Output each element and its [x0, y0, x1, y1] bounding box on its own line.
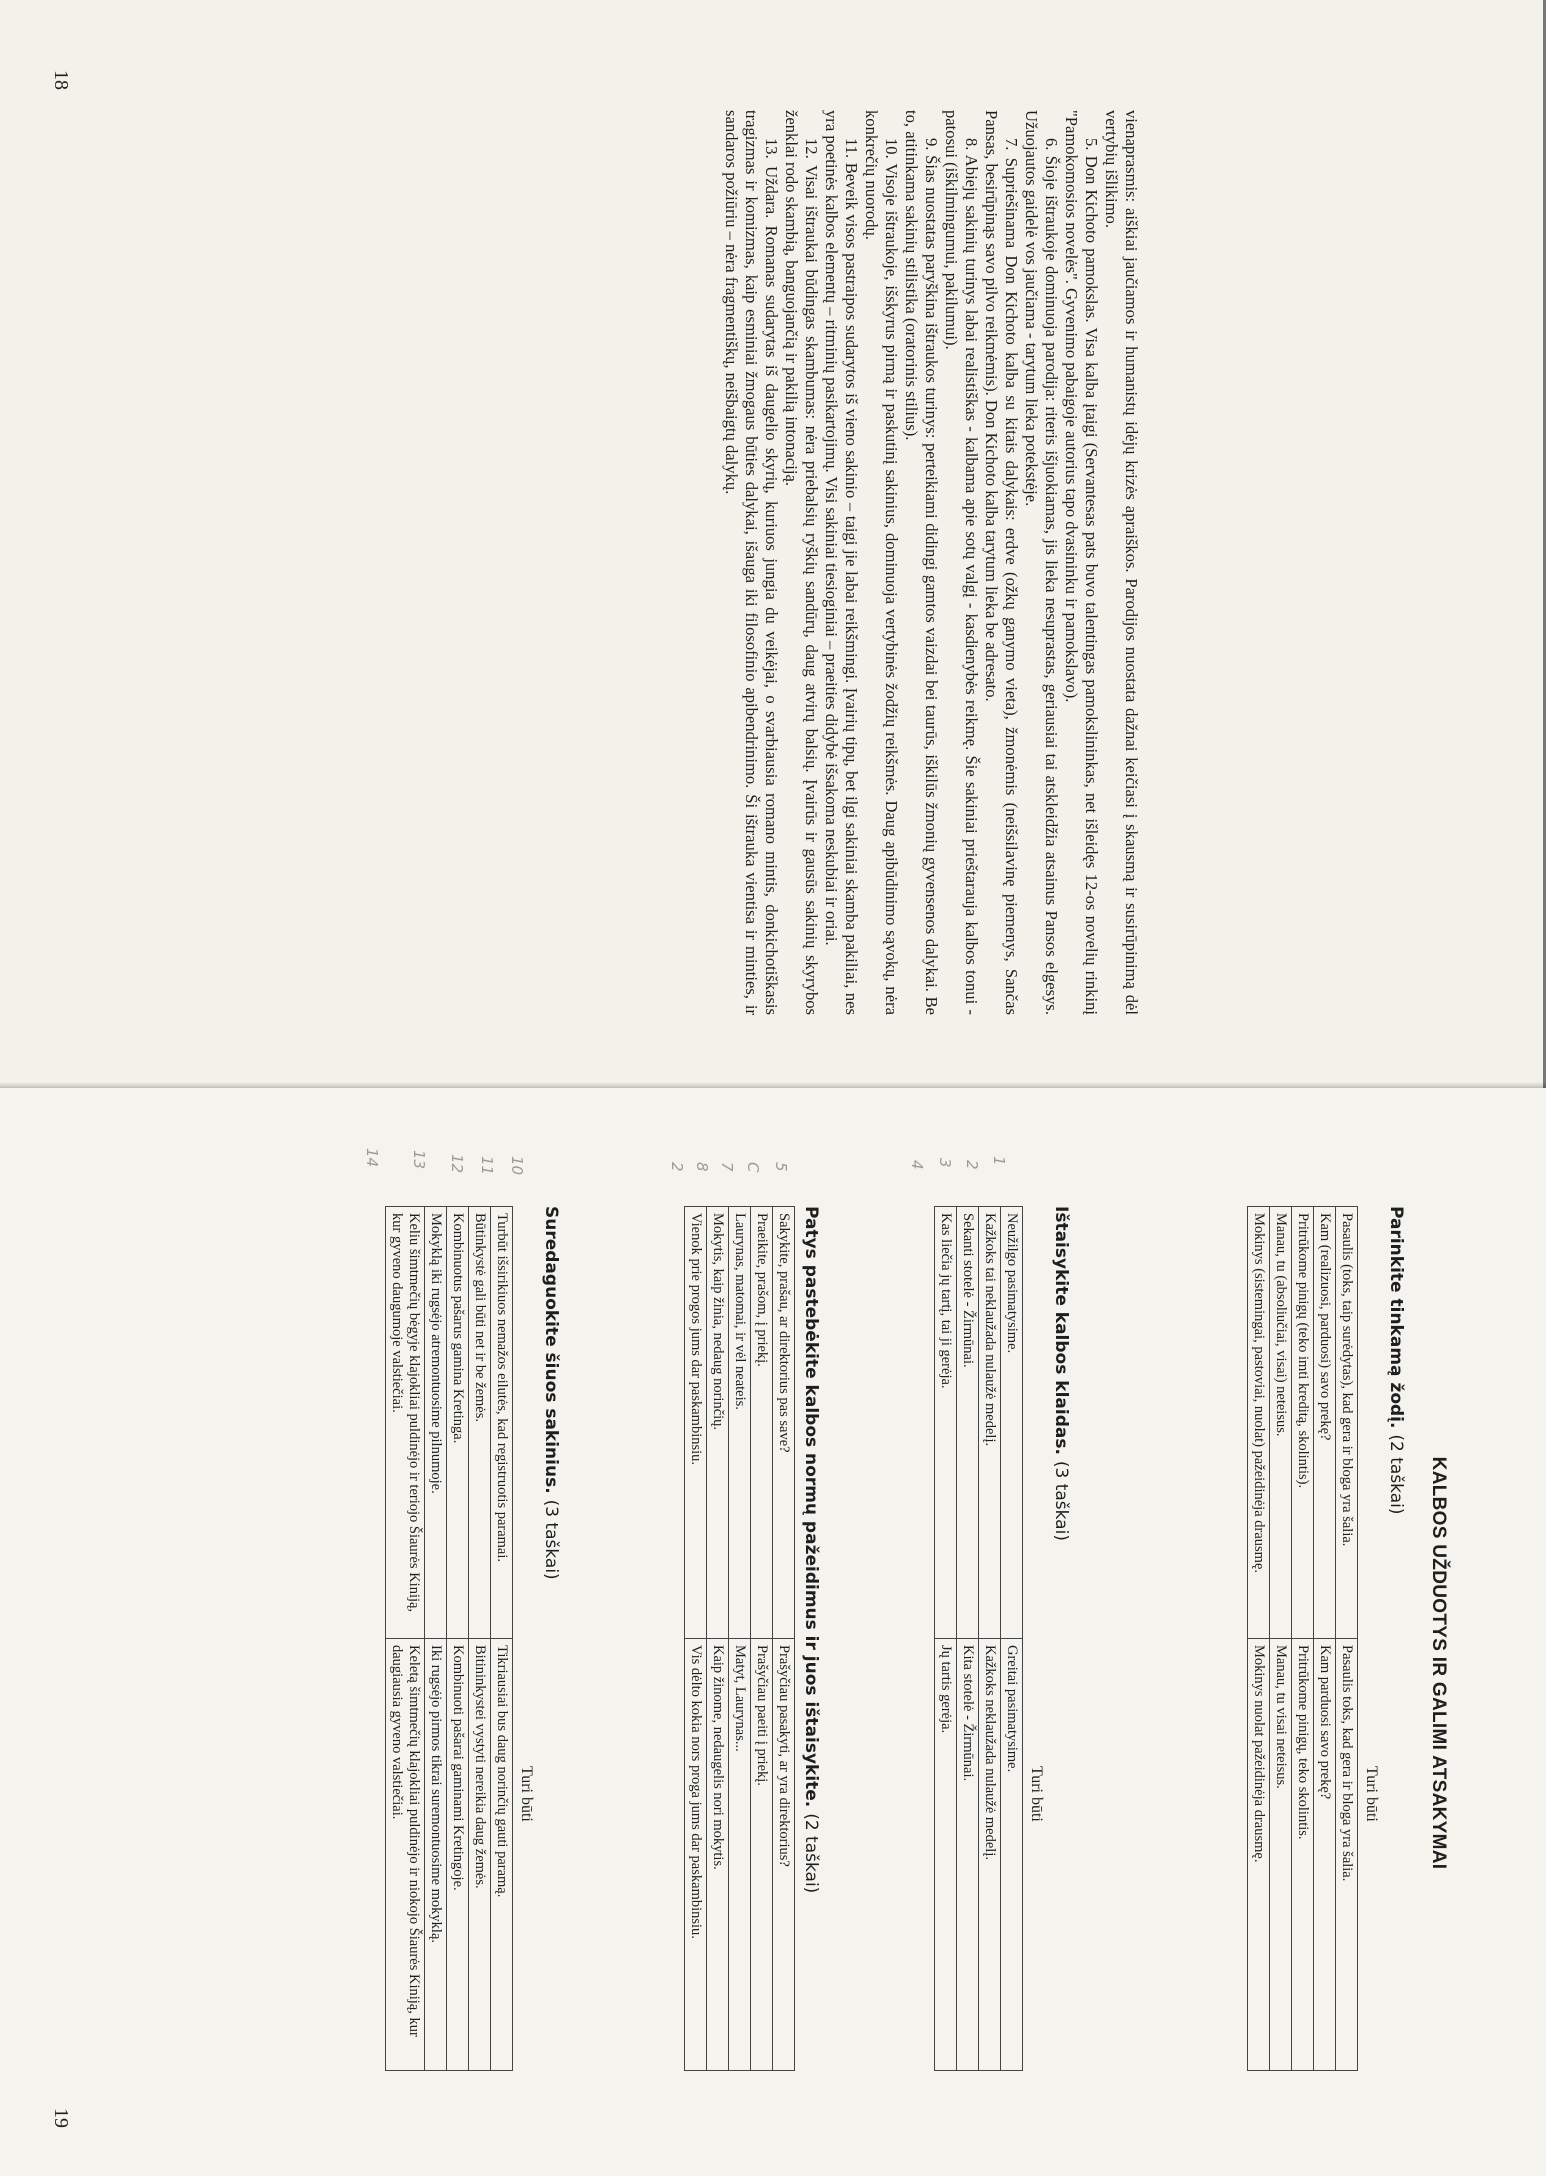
handwritten-mark: 8: [693, 1162, 711, 1172]
handwritten-mark: 1: [990, 1156, 1008, 1166]
right-page: [0, 1088, 1546, 2176]
task-heading: Parinkite tinkamą žodį. (2 taškai): [1386, 1206, 1406, 1515]
task-heading: Ištaisykite kalbos klaidas. (3 taškai): [1051, 1206, 1071, 1541]
task-heading: Patys pastebėkite kalbos normų pažeidimus ir juos ištaisykite. (2 taškai): [801, 1206, 821, 1894]
handwritten-mark: 7: [718, 1162, 736, 1172]
table-row: Kas liečia jų tartį, tai ji gerėja. Jų tartis gerėja.: [935, 1207, 957, 2071]
handwritten-mark: 14: [363, 1148, 381, 1168]
task-fix-errors: [934, 1206, 1071, 2071]
analysis-text: [721, 110, 1141, 1015]
table-row: Mokinys (sistemingai, pastoviai, nuolat) pažeidinėja drausmę. Mokinys nuolat pažeidinėja drausmę.: [1248, 1207, 1270, 2071]
task-edit-sentences: [385, 1206, 561, 2071]
paragraph: 13. Uždara. Romanas sudarytas iš daugelio skyrių, kuriuos jungia du veikėjai, o svarbiausia romano mintis, donkichotiškasis tragizmas ir komizmas, kaip esminiai žmogaus būties dalykai, išauga iki filosofinio apibendrinimo. Ši ištrauka vientisa ir minties, ir sandaros požiūriu – nėra fragmentiškų, neišbaigtų dalykų.: [722, 110, 781, 1015]
paragraph: 5. Don Kichoto pamokslas. Visa kalba įtaigi (Servantesas pats buvo talentingas pamokslininkas, net išleidęs 12-os novelių rinkinį "Pamokomosios novelės". Gyvenimo pabaigoje autorius tapo dvasininku ir pamokslavo).: [1062, 110, 1101, 1015]
column-header: Turi būti: [518, 1766, 535, 1822]
table-row: Mokyklą iki rugsėjo atremontuosime pilnumoje. Iki rugsėjo pirmos tikrai suremontuosime mokyklą.: [425, 1207, 447, 2071]
paragraph: 12. Visai ištraukai būdingas skambumas: nėra priebalsių ryškių sandūrų, daug atvirų balsių. Įvairūs ir gausūs sakinių skyrybos ženklai rodo skambią, banguojančią ir pakilią intonaciją.: [782, 110, 821, 1015]
paragraph: vienaprasmis: aiškiai jaučiamos ir humanistų idėjų krizės apraiškos. Parodijos nuostata dažnai keičiasi į skausmą ir susirūpinimą dėl vertybių išlikimo.: [1102, 110, 1141, 1015]
handwritten-mark: 12: [448, 1154, 466, 1174]
table-row: Neužilgo pasimatysime. Greitai pasimatysime.: [1001, 1207, 1023, 2071]
table-row: Kam (realizuosi, parduosi) savo prekę? Kam parduosi savo prekę?: [1314, 1207, 1336, 2071]
paragraph: 9. Šias nuostatas paryškina ištraukos turinys: perteikiami didingi gamtos vaizdai bei taurūs, iškilūs žmonių gyvensenos dalykai. Be to, atitinkama sakinių stilistika (oratorinis stilius).: [902, 110, 941, 1015]
paragraph: 10. Visoje ištraukoje, išskyrus pirmą ir paskutinį sakinius, dominuoja vertybinės žodžių reikšmės. Daug apibūdinimo sąvokų, nėra konkrečių nuorodų.: [862, 110, 901, 1015]
page-number: 19: [50, 2108, 72, 2128]
task-choose-word: [1247, 1206, 1406, 2071]
correction-table: [385, 1206, 513, 2071]
table-row: Būtinkystė gali būti net ir be žemės. Bitininkystei vystyti nereikia daug žemės.: [469, 1207, 491, 2071]
correction-table: [1247, 1206, 1358, 2071]
task-find-violations: [684, 1206, 821, 2071]
handwritten-mark: 13: [410, 1150, 428, 1170]
paragraph: 6. Šioje ištraukoje dominuoja parodija: riteris išjuokiamas, jis lieka nesuprastas, geriausiai tai atskleidžia atsainus Pansos elgesys. Užuojautos gaidelė vos jaučiama - tarytum lieka potekstėje.: [1022, 110, 1061, 1015]
correction-table: [934, 1206, 1023, 2071]
handwritten-mark: C: [744, 1162, 762, 1173]
handwritten-mark: 4: [908, 1160, 926, 1170]
table-row: Pritrūkome pinigų (teko imti kreditą, skolintis). Pritrūkome pinigų, teko skolintis.: [1292, 1207, 1314, 2071]
handwritten-mark: 10: [508, 1156, 526, 1176]
table-row: Turbūt išsirikiuos nemažos eilutės, kad registruotis paramai. Tikriausiai bus daug norinčių gauti paramą.: [491, 1207, 513, 2071]
page-number: 18: [50, 70, 72, 90]
table-row: Sekanti stotelė - Žirmūnai. Kita stotelė - Žirmūnai.: [957, 1207, 979, 2071]
task-heading: Suredaguokite šiuos sakinius. (3 taškai): [541, 1206, 561, 1580]
table-row: Sakykite, prašau, ar direktorius pas save? Prašyčiau pasakyti, ar yra direktorius?: [773, 1207, 795, 2071]
handwritten-mark: 2: [963, 1160, 981, 1170]
handwritten-mark: 11: [478, 1156, 496, 1176]
table-row: Praeikite, prašom, į priekį. Prašyčiau paeiti į priekį.: [751, 1207, 773, 2071]
page-title: KALBOS UŽDUOTYS IR GALIMI ATSAKYMAI: [1428, 1456, 1449, 1870]
handwritten-mark: 2: [668, 1162, 686, 1172]
handwritten-mark: 3: [936, 1158, 954, 1168]
correction-table: [684, 1206, 795, 2071]
paragraph: 8. Abiejų sakinių turinys labai realistiškas - kalbama apie sotų valgį - kasdienybės reikmę. Šie sakiniai prieštarauja kalbos tonui - patosui (iškilmingumui, pakilumui).: [942, 110, 981, 1015]
handwritten-mark: 5: [772, 1162, 790, 1172]
table-row: Laurynas, matomai, ir vėl neateis. Matyt, Laurynas...: [729, 1207, 751, 2071]
paragraph: 7. Supriešinama Don Kichoto kalba su kitais dalykais: erdve (ožkų ganymo vieta), žmonėmis (neišsilavinę piemenys, Sančas Pansas, besirūpinąs savo pilvo reikmėmis). Don Kichoto kalba tarytum lieka be adresato.: [982, 110, 1021, 1015]
table-row: Kažkoks tai neklaužada nulaužė medelį. Kažkoks neklaužada nulaužė medelį.: [979, 1207, 1001, 2071]
column-header: Turi būti: [1028, 1766, 1045, 1822]
table-row: Vienok prie progos jums dar paskambinsiu. Vis dėlto kokia nors proga jums dar paskambinsiu.: [685, 1207, 707, 2071]
table-row: Kombinuotus pašarus gamina Kretinga. Kombinuoti pašarai gaminami Kretingoje.: [447, 1207, 469, 2071]
column-header: Turi būti: [1363, 1766, 1380, 1822]
table-row: Pasaulis (toks, taip surėdytas), kad gera ir bloga yra šalia. Pasaulis toks, kad gera ir bloga yra šalia.: [1336, 1207, 1358, 2071]
paragraph: 11. Beveik visos pastraipos sudarytos iš vieno sakinio – taigi jie labai reikšmingi. Įvairių tipų, bet ilgi sakiniai skamba pakiliai, nes yra poetinės kalbos elementų – ritminių pasikartojimų. Visi sakiniai tiesioginiai – praeities didybė išsakoma neskubiai ir oriai.: [822, 110, 861, 1015]
table-row: Mokytis, kaip žinia, nedaug norinčių. Kaip žinome, nedaugelis nori mokytis.: [707, 1207, 729, 2071]
table-row: Keliu šimtmečių bėgyje klajokliai puldinėjo ir teriojo Šiaurės Kiniją, kur gyveno daugumoje valstiečiai. Keletą šimtmečių klajokliai puldinėjo ir niokojo Šiaurės Kiniją, kur daugiausia gyveno valstiečiai.: [386, 1207, 425, 2071]
table-row: Manau, tu (absoliučiai, visai) neteisus. Manau, tu visai neteisus.: [1270, 1207, 1292, 2071]
